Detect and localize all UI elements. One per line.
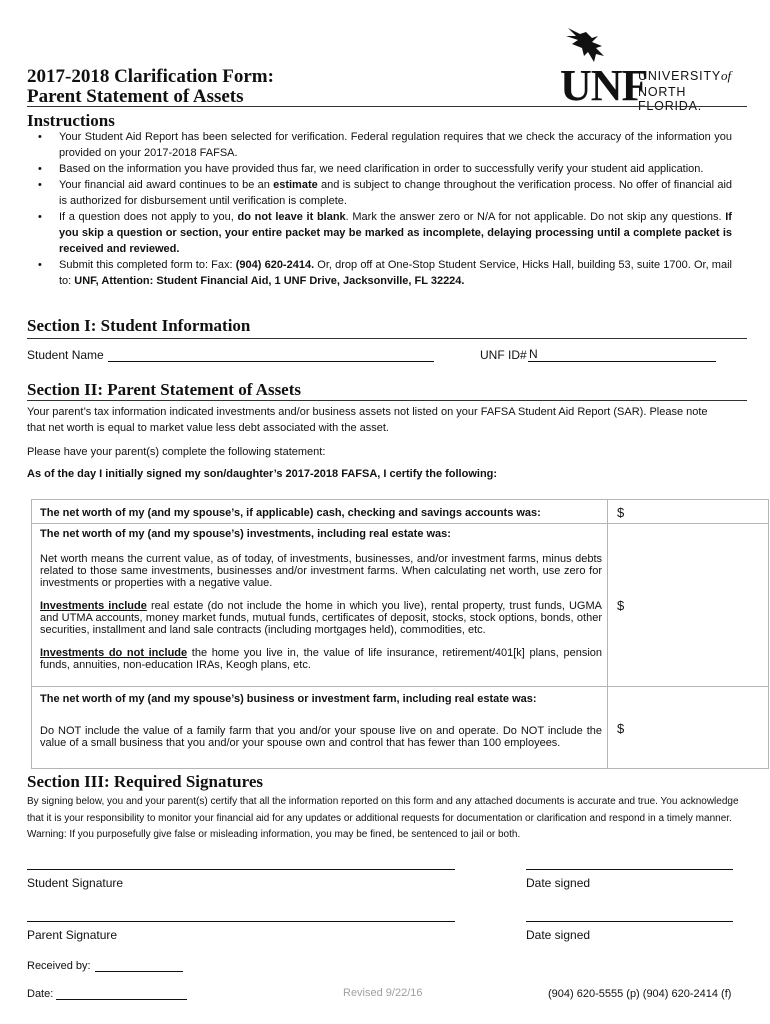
- unf-id-label: UNF ID#: [480, 348, 527, 362]
- student-signature-line[interactable]: [27, 856, 455, 870]
- section3-certification-text: By signing below, you and your parent(s) certify that all the information reported on this form and any attached documents is accurate and true. You acknowledge that it is your responsibility to monitor your financial aid for any updates or additional requests for documentation or clarification and respond in a timely manner. Warning: If you purposefully give false or misleading information, you may be fined, be sentenced to jail or both.: [27, 796, 739, 840]
- date-label: Date:: [27, 988, 54, 1000]
- business-amount-field[interactable]: $: [617, 721, 625, 736]
- student-signature-label: Student Signature: [27, 876, 124, 890]
- unf-id-prefix: N: [529, 347, 538, 361]
- investments-amount-field[interactable]: $: [617, 598, 625, 613]
- received-by-line[interactable]: [95, 958, 183, 972]
- section2-heading: Section II: Parent Statement of Assets: [27, 380, 302, 399]
- parent-signature-line[interactable]: [27, 908, 455, 922]
- instructions-list: [38, 129, 732, 289]
- section3-heading: Section III: Required Signatures: [27, 772, 263, 791]
- table-column-divider: [607, 500, 608, 768]
- parent-signature-label: Parent Signature: [27, 928, 118, 942]
- unf-id-field[interactable]: [528, 347, 716, 362]
- business-row-label: The net worth of my (and my spouse’s) business or investment farm, including real estate was:: [40, 693, 537, 705]
- parent-date-line[interactable]: [526, 908, 733, 922]
- section2-divider: [27, 400, 747, 401]
- student-name-label: Student Name: [27, 348, 104, 362]
- cash-amount-field[interactable]: $: [617, 505, 625, 520]
- logo-north-florida: NORTH FLORIDA.: [638, 85, 703, 113]
- instruction-item: • Your financial aid award continues to be an estimate and is subject to change throughout the verification process. No offer of financial aid is authorized for disbursement until verification is complete.: [38, 177, 732, 209]
- revised-date: Revised 9/22/16: [343, 987, 423, 999]
- assets-table: [31, 499, 769, 769]
- instruction-item: • Submit this completed form to: Fax: (904) 620-2414. Or, drop off at One-Stop Student Service, Hicks Hall, building 53, suite 1700. Or, mail to: UNF, Attention: Student Financial Aid, 1 UNF Drive, Jacksonville, FL 32224.: [38, 257, 732, 289]
- logo-abbrev: UNF: [560, 61, 648, 110]
- table-row-divider: [32, 686, 768, 687]
- table-row-divider: [32, 523, 768, 524]
- student-date-label: Date signed: [526, 876, 591, 890]
- student-name-field[interactable]: [108, 347, 434, 362]
- section2-certify: As of the day I initially signed my son/daughter’s 2017-2018 FAFSA, I certify the following:: [27, 468, 498, 480]
- instructions-heading: Instructions: [27, 111, 115, 130]
- unf-logo: [560, 26, 745, 113]
- contact-phone: (904) 620-5555 (p) (904) 620-2414 (f): [548, 988, 732, 1000]
- investments-exclude-text: Investments do not include the home you live in, the value of life insurance, retirement/401[k] plans, pension funds, annuities, non-education IRAs, Keogh plans, etc.: [40, 647, 602, 671]
- received-by-label: Received by:: [27, 960, 91, 972]
- date-line[interactable]: [56, 986, 187, 1000]
- parent-date-label: Date signed: [526, 928, 591, 942]
- instruction-item: • If a question does not apply to you, do not leave it blank. Mark the answer zero or N/A for not applicable. Do not skip any questions. If you skip a question or section, your entire packet may be marked as incomplete, delaying processing until a complete packet is received and reviewed.: [38, 209, 732, 257]
- section1-heading: Section I: Student Information: [27, 316, 251, 335]
- business-exclusion-text: Do NOT include the value of a family farm that you and/or your spouse live on and operate. Do NOT include the value of a small business that you and/or your spouse own and control that has fewer than 100 employees.: [40, 725, 602, 749]
- instruction-item: • Your Student Aid Report has been selected for verification. Federal regulation requires that we check the accuracy of the information you provided on your 2017-2018 FAFSA.: [38, 129, 732, 161]
- net-worth-definition: Net worth means the current value, as of today, of investments, businesses, and/or investment farms, minus debts related to those same investments, businesses and/or investment farms. When calculating net worth, use zero for investments or properties with a negative value.: [40, 553, 602, 589]
- section2-intro: Your parent’s tax information indicated investments and/or business assets not listed on your FAFSA Student Aid Report (SAR). Please note that net worth is equal to market value less debt associated with the asset.: [27, 406, 708, 434]
- logo-university: UNIVERSITYof: [638, 68, 732, 83]
- form-title-line2: Parent Statement of Assets: [27, 86, 244, 107]
- student-date-line[interactable]: [526, 856, 733, 870]
- investments-row-label: The net worth of my (and my spouse’s) investments, including real estate was:: [40, 528, 451, 540]
- investments-include-text: Investments include real estate (do not include the home in which you live), rental property, trust funds, UGMA and UTMA accounts, money market funds, mutual funds, certificates of deposit, stocks, stock options, bonds, other securities, installment and land sale contracts (including mortgages held), commodities, etc.: [40, 600, 602, 636]
- section1-divider: [27, 338, 747, 339]
- section2-instruction: Please have your parent(s) complete the following statement:: [27, 446, 326, 458]
- header-divider: [27, 106, 747, 107]
- osprey-icon: [562, 26, 622, 66]
- cash-row-label: The net worth of my (and my spouse’s, if applicable) cash, checking and savings accounts was:: [40, 507, 541, 519]
- instruction-item: • Based on the information you have provided thus far, we need clarification in order to successfully verify your student aid application.: [38, 161, 732, 177]
- form-title-line1: 2017-2018 Clarification Form:: [27, 66, 274, 87]
